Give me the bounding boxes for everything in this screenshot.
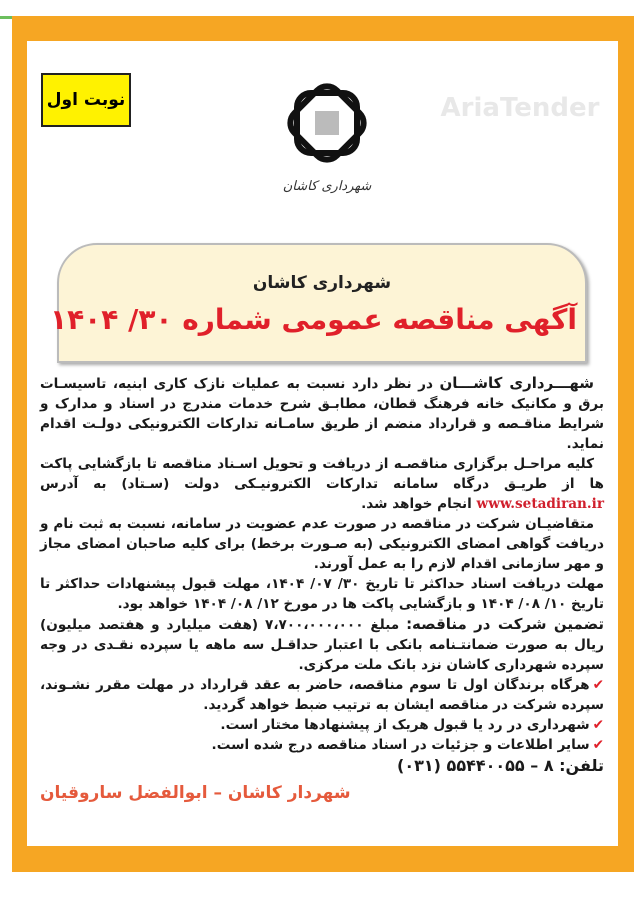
intro-lead: شهـــرداری کاشـــان — [439, 374, 594, 392]
paragraph-intro — [40, 373, 604, 454]
process-text: کلیه مراحـل برگزاری مناقصـه از دریافت و تحویل اسـناد مناقصه تا بازگشایی پاکت ها از طریـق درگاه سامانه تدارکات الکترونیـکی دولت (سـتاد) به آدرس — [40, 456, 604, 492]
logo-caption: شهرداری کاشان — [282, 179, 372, 194]
intro-text: در نظر دارد نسبت به عملیات نازک کاری ابنیه، تاسیسـات برق و مکانیک خانه فرهنگ قطان، مطابـق شرح خدمات مندرج در اسناد و مدارک و شرایط مناقـصه و قرارداد منضم از طریق سامـانه تدارکات الکترونیکی دولـت اقدام نماید. — [40, 376, 604, 452]
header-row — [40, 73, 604, 243]
signature: شهردار کاشان – ابوالفضل ساروقیان — [40, 783, 351, 803]
orange-frame — [12, 16, 634, 872]
setad-link[interactable]: www.setadiran.ir — [476, 496, 604, 512]
bullet-text: سایر اطلاعات و جزئیات در اسناد مناقصه درج شده است. — [211, 737, 590, 753]
paragraph-process — [40, 454, 604, 514]
bullet-text: هرگاه برندگان اول تا سوم مناقصه، حاضر به عقد قرارداد در مهلت مقرر نشـوند، سپرده شرکت در مناقصه ایشان به ترتیب ضبط خواهد گردید. — [40, 677, 604, 713]
announcement-body — [40, 373, 604, 805]
paragraph-deadlines: مهلت دریافت اسناد حداکثر تا تاریخ ۳۰/ ۰۷/ ۱۴۰۴، مهلت قبول پیشنهادات حداکثر تا تاریخ ۱۰/ ۰۸/ ۱۴۰۴ و بازگشایی پاکت ها در مورخ ۱۲/ ۰۸/ ۱۴۰۴ خواهد بود. — [40, 576, 605, 612]
paragraph-guarantee — [40, 614, 604, 675]
bullet-item — [40, 715, 604, 735]
process-end: انجام خواهد شد. — [361, 496, 477, 512]
bullet-text: شهرداری در رد یا قبول هریک از پیشنهادها مختار است. — [220, 717, 590, 733]
phone-number: تلفن: ۸ – ۵۵۴۴۰۰۵۵ (۰۳۱) — [397, 756, 604, 775]
bullet-item — [40, 735, 604, 755]
bullet-item — [40, 675, 604, 715]
checkmark-icon: ✔ — [592, 737, 604, 753]
title-box — [50, 243, 587, 363]
guarantee-lead: تضمین شرکت در مناقصه: — [406, 615, 605, 633]
organization-name: شهرداری کاشان — [252, 273, 392, 293]
headline: آگهی مناقصه عمومی شماره ۳۰/ ۱۴۰۴ — [50, 303, 577, 336]
watermark: AriaTender — [440, 93, 600, 123]
checkmark-icon: ✔ — [592, 717, 604, 733]
paragraph-registration: متقاضیـان شرکت در مناقصه در صورت عدم عضویت در سامانه، نسبت به ثبت نام و دریافت گواهی امضای الکترونیکی (به صـورت برخط) برای کلیه صاحبان امضای مجاز و مهر سازمانی اقدام لازم را به عمل آورند. — [40, 516, 604, 572]
announcement-panel — [27, 41, 618, 846]
municipality-logo-icon — [272, 73, 382, 173]
guarantee-text: مبلغ ۷،۷۰۰،۰۰۰،۰۰۰ (هفت میلیارد و هفتصد میلیون) ریال به صورت ضمانتـنامه بانکی با اعتبار حداقـل سه ماهه یا سپرده نقـدی در وجه سپرده شهرداری کاشان نزد بانک ملت مرکزی. — [40, 617, 604, 673]
round-badge: نوبت اول — [41, 73, 131, 127]
checkmark-icon: ✔ — [592, 677, 604, 693]
